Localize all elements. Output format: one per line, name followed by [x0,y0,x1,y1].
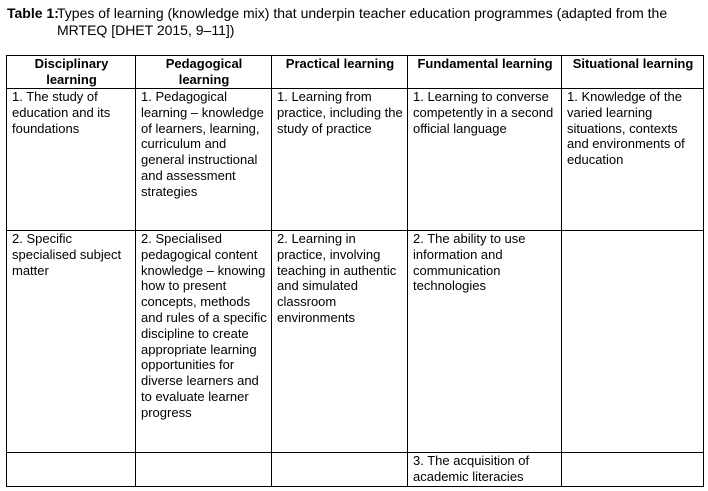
header-disciplinary: Disciplinary learning [7,56,136,89]
table-cell: 1. The study of education and its foundations [7,89,136,231]
table-cell: 2. The ability to use information and communication technologies [408,231,562,453]
table-cell: 3. The acquisition of academic literacies [408,453,562,487]
header-fundamental: Fundamental learning [408,56,562,89]
table-row [7,89,704,231]
table-cell [562,453,704,487]
table-cell [562,231,704,453]
table-cell: 1. Knowledge of the varied learning situations, contexts and environments of education [562,89,704,231]
table-row [7,231,704,453]
table-cell: 1. Learning to converse competently in a second official language [408,89,562,231]
table-header-row [7,56,704,89]
table-cell: 2. Learning in practice, involving teaching in authentic and simulated classroom environments [272,231,408,453]
table-cell: 2. Specialised pedagogical content knowledge – knowing how to present concepts, methods and rules of a specific discipline to create appropriate learning opportunities for diverse learners and to evaluate learner progress [136,231,272,453]
table-cell: 1. Learning from practice, including the study of practice [272,89,408,231]
caption-text: Types of learning (knowledge mix) that underpin teacher education programmes (adapted from the MRTEQ [DHET 2015, 9–11]) [57,5,668,38]
table-cell [136,453,272,487]
table-row [7,453,704,487]
caption-label: Table 1: [7,5,59,21]
table-cell [272,453,408,487]
table-cell: 1. Pedagogical learning – knowledge of learners, learning, curriculum and general instructional and assessment strategies [136,89,272,231]
table-cell: 2. Specific specialised subject matter [7,231,136,453]
learning-types-table [6,55,704,487]
table-cell [7,453,136,487]
header-situational: Situational learning [562,56,704,89]
header-pedagogical: Pedagogical learning [136,56,272,89]
header-practical: Practical learning [272,56,408,89]
